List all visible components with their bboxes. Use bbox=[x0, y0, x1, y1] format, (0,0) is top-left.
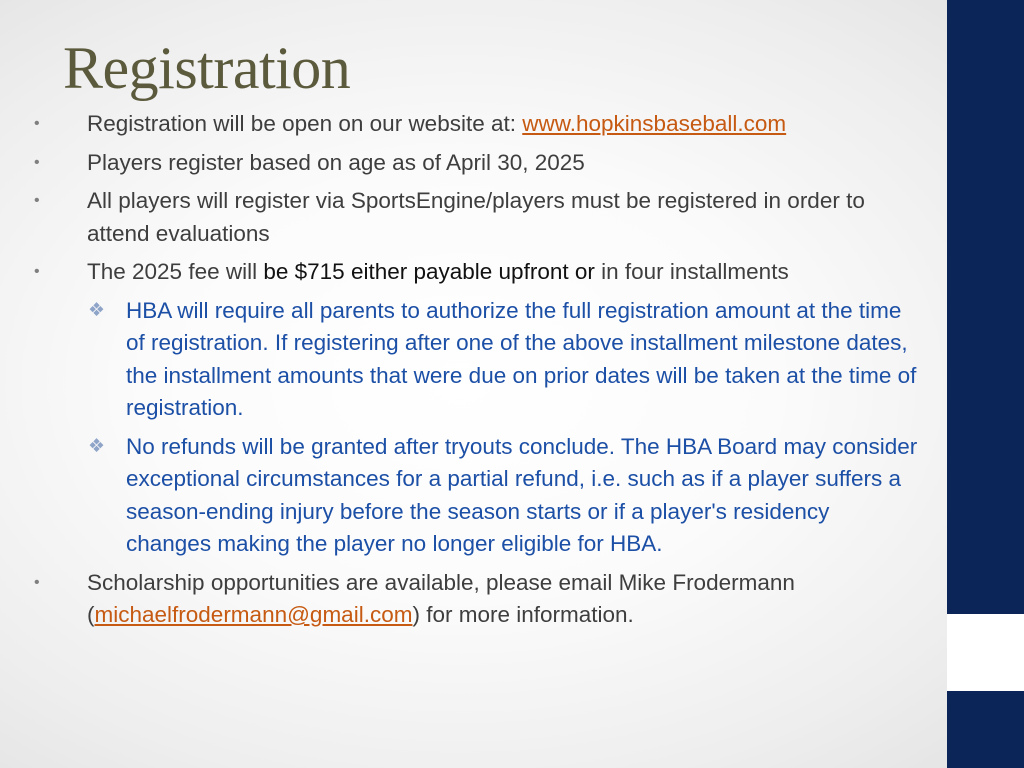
sub-bullet-text: HBA will require all parents to authorize the full registration amount at the time of registration. If registering after one of the above installment milestone dates, the installment amounts that were due on prior dates will be taken at the time of registration. bbox=[126, 297, 917, 420]
bullet-scholarship bbox=[28, 567, 928, 632]
diamond-bullet-icon: ❖ bbox=[88, 435, 106, 457]
bullet-registration-website bbox=[28, 108, 928, 141]
bullet-icon: • bbox=[34, 573, 40, 591]
bullet-icon: • bbox=[34, 153, 40, 171]
bullet-text-pre: Scholarship opportunities are available, please email Mike Frodermann ( bbox=[87, 569, 795, 627]
bullet-text: All players will register via SportsEngine/players must be registered in order to attend evaluations bbox=[87, 188, 865, 246]
bullet-icon: • bbox=[34, 192, 40, 209]
side-accent-bar-gap bbox=[947, 614, 1024, 691]
bullet-sportsengine bbox=[28, 185, 928, 250]
bullet-text: Registration will be open on our website at: bbox=[87, 111, 523, 136]
slide-content bbox=[28, 108, 928, 638]
fee-amount-text: be $715 either payable upfront or bbox=[263, 259, 595, 284]
bullet-icon: • bbox=[34, 263, 40, 280]
bullet-fee bbox=[28, 256, 928, 289]
sub-bullet-text: No refunds will be granted after tryouts conclude. The HBA Board may consider exceptional circumstances for a partial refund, i.e. such as if a player suffers a season-ending injury before the season starts or if a player's residency changes making the player no longer eligible for HBA. bbox=[126, 433, 918, 556]
side-accent-bar-top bbox=[947, 0, 1024, 614]
bullet-icon: • bbox=[34, 115, 40, 132]
bullet-age-rule bbox=[28, 147, 928, 180]
bullet-text-post: in four installments bbox=[594, 259, 789, 284]
email-link[interactable]: michaelfrodermann@gmail.com bbox=[94, 602, 413, 627]
bullet-text: Players register based on age as of April 30, 2025 bbox=[87, 149, 585, 175]
diamond-bullet-icon: ❖ bbox=[88, 299, 106, 321]
side-accent-bar-bottom bbox=[947, 691, 1024, 768]
sub-bullet-authorization bbox=[28, 295, 928, 425]
slide-title: Registration bbox=[63, 35, 351, 101]
bullet-text-pre: The 2025 fee will bbox=[87, 259, 264, 284]
bullet-text-post: ) for more information. bbox=[412, 602, 634, 627]
sub-bullet-refunds bbox=[28, 431, 928, 561]
website-link[interactable]: www.hopkinsbaseball.com bbox=[522, 111, 787, 136]
